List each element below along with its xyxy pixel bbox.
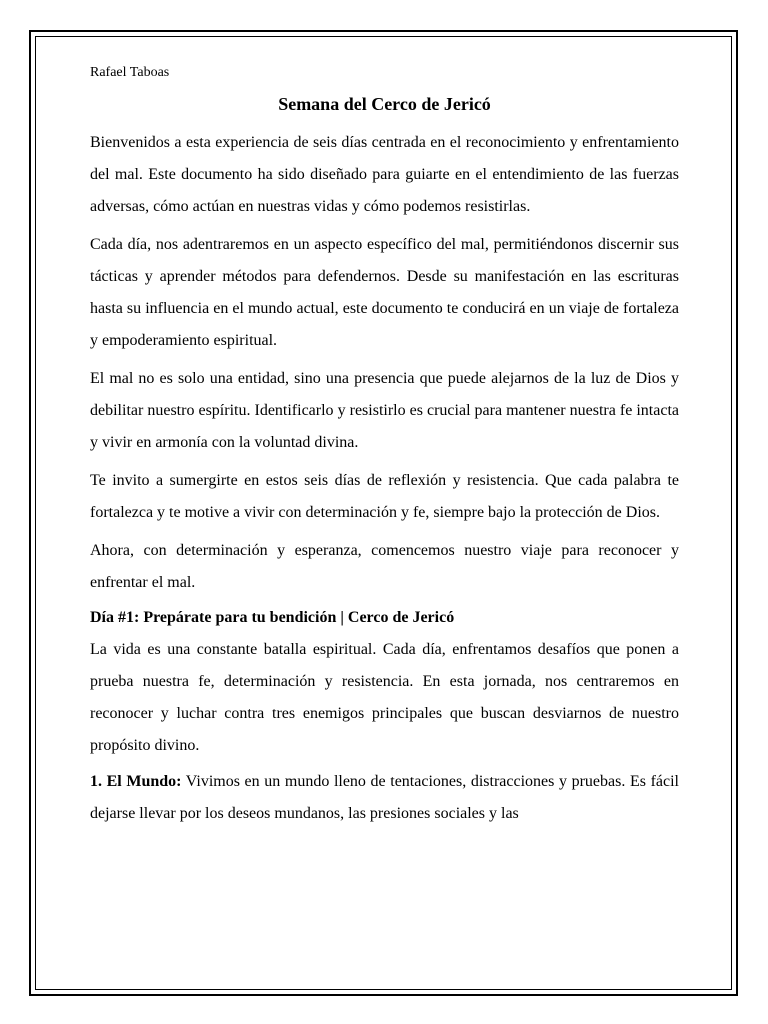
intro-paragraph-4: Te invito a sumergirte en estos seis días de reflexión y resistencia. Que cada palabra te fortalezca y te motive a vivir con determinación y fe, siempre bajo la protección de Dios. xyxy=(90,472,679,521)
document-body xyxy=(90,63,679,836)
intro-paragraph-1: Bienvenidos a esta experiencia de seis días centrada en el reconocimiento y enfrentamiento del mal. Este documento ha sido diseñado para guiarte en el entendimiento de las fuerzas adversas, cómo actúan en nuestras vidas y cómo podemos resistirlas. xyxy=(90,134,679,215)
document-title: Semana del Cerco de Jericó xyxy=(278,94,491,114)
author-name: Rafael Taboas xyxy=(90,65,170,80)
section-heading-day-1: Día #1: Prepárate para tu bendición | Cerco de Jericó xyxy=(90,609,455,626)
section-paragraph: La vida es una constante batalla espiritual. Cada día, enfrentamos desafíos que ponen a prueba nuestra fe, determinación y resistencia. En esta jornada, nos centraremos en reconocer y luchar contra tres enemigos principales que buscan desviarnos de nuestro propósito divino. xyxy=(90,641,679,754)
intro-paragraph-5: Ahora, con determinación y esperanza, comencemos nuestro viaje para reconocer y enfrentar el mal. xyxy=(90,542,679,591)
list-item-el-mundo xyxy=(90,766,679,830)
list-item-text: Vivimos en un mundo lleno de tentaciones, distracciones y pruebas. Es fácil dejarse llevar por los deseos mundanos, las presiones sociales y las xyxy=(90,773,679,822)
list-item-lead: 1. El Mundo: xyxy=(90,773,182,790)
intro-paragraph-2: Cada día, nos adentraremos en un aspecto específico del mal, permitiéndonos discernir sus tácticas y aprender métodos para defendernos. Desde su manifestación en las escrituras hasta su influencia en el mundo actual, este documento te conducirá en un viaje de fortaleza y empoderamiento espiritual. xyxy=(90,236,679,349)
intro-paragraph-3: El mal no es solo una entidad, sino una presencia que puede alejarnos de la luz de Dios y debilitar nuestro espíritu. Identificarlo y resistirlo es crucial para mantener nuestra fe intacta y vivir en armonía con la voluntad divina. xyxy=(90,370,679,451)
